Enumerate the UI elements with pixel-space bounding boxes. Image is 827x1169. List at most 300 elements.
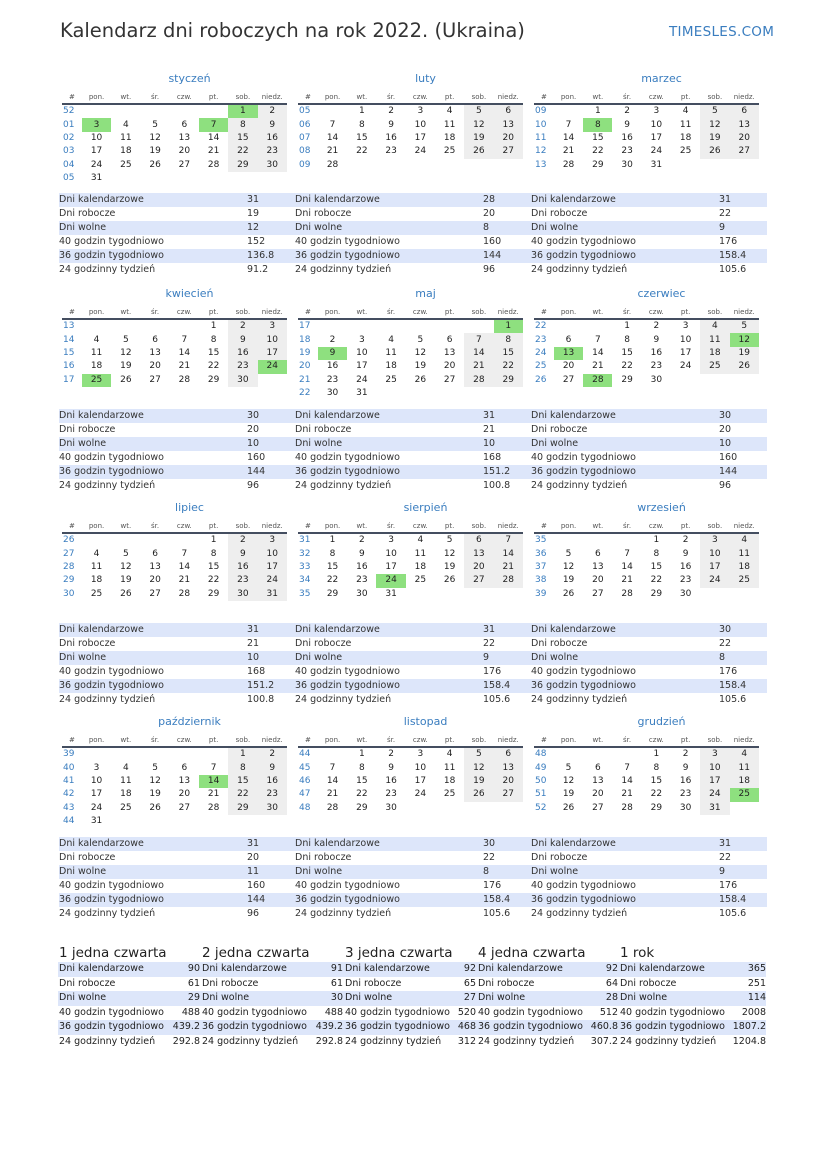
month-table <box>62 734 287 828</box>
stat-row <box>59 865 295 879</box>
weekday-header: śr. <box>376 91 405 104</box>
day-cell: 6 <box>594 762 601 773</box>
day-cell: 9 <box>682 762 689 773</box>
stat-row <box>295 479 531 493</box>
stat-value: 100.8 <box>247 694 275 705</box>
day-cell: 28 <box>178 374 191 385</box>
stat-value: 136.8 <box>247 250 275 261</box>
day-cell: 20 <box>494 775 523 788</box>
day-cell: 14 <box>464 347 493 360</box>
summary-row <box>345 991 476 1006</box>
week-row <box>298 104 523 118</box>
summary-value: 292.8 <box>172 1035 200 1047</box>
day-cell: 5 <box>122 548 129 559</box>
day-cell: 24 <box>90 159 103 170</box>
stat-row <box>531 879 767 893</box>
weekday-header: wt. <box>583 520 612 533</box>
day-cell: 17 <box>414 132 427 143</box>
week-number-header: # <box>534 306 554 319</box>
stat-row <box>59 423 295 437</box>
week-row <box>534 533 759 547</box>
empty-day-cell <box>730 802 759 815</box>
week-row <box>62 319 287 333</box>
day-cell: 22 <box>228 145 257 158</box>
day-cell: 4 <box>122 119 129 130</box>
day-cell: 12 <box>700 118 729 131</box>
summary-row <box>59 1020 200 1035</box>
weekday-header: śr. <box>376 734 405 747</box>
month-name: marzec <box>641 72 682 85</box>
stat-row <box>531 235 767 249</box>
day-cell: 31 <box>90 173 103 184</box>
stat-value: 158.4 <box>483 680 511 691</box>
week-number: 49 <box>535 762 547 773</box>
empty-day-cell <box>406 319 435 333</box>
stat-row <box>531 437 767 451</box>
day-cell: 15 <box>650 561 663 572</box>
day-cell: 9 <box>228 333 257 346</box>
stat-row <box>59 409 295 423</box>
day-cell: 4 <box>93 548 100 559</box>
stat-value: 96 <box>483 264 496 275</box>
stat-label: Dni wolne <box>295 652 343 663</box>
empty-day-cell <box>376 319 405 333</box>
month-stats <box>295 409 531 493</box>
day-cell: 13 <box>730 118 759 131</box>
stat-label: Dni wolne <box>295 222 343 233</box>
holiday-day-cell: 24 <box>258 360 287 373</box>
weekday-header: pon. <box>82 520 111 533</box>
month-calendar <box>62 72 287 185</box>
day-cell: 3 <box>700 747 729 761</box>
day-cell: 27 <box>730 145 759 158</box>
day-cell: 6 <box>152 548 158 559</box>
weekday-header: niedz. <box>494 91 523 104</box>
summary-label: Dni robocze <box>620 977 677 989</box>
stat-label: Dni wolne <box>295 438 343 449</box>
empty-day-cell <box>140 319 169 333</box>
weekday-header: sob. <box>464 520 493 533</box>
day-cell: 2 <box>388 106 394 117</box>
stat-label: Dni kalendarzowe <box>531 838 616 849</box>
empty-day-cell <box>435 802 464 815</box>
month-stats <box>531 623 767 707</box>
summary-row <box>345 962 476 977</box>
stat-value: 91.2 <box>247 264 269 275</box>
stat-value: 31 <box>247 838 260 849</box>
empty-day-cell <box>730 159 759 172</box>
summary-value: 30 <box>330 992 343 1003</box>
week-number: 52 <box>63 106 75 117</box>
stat-label: 36 godzin tygodniowo <box>295 680 400 691</box>
stat-label: 36 godzin tygodniowo <box>59 894 164 905</box>
summary-column <box>620 944 766 1049</box>
summary-row <box>478 1006 618 1021</box>
empty-day-cell <box>258 172 287 185</box>
summary-label: 36 godzin tygodniowo <box>202 1021 307 1032</box>
day-cell: 17 <box>258 561 287 574</box>
day-cell: 9 <box>653 334 660 345</box>
empty-day-cell <box>170 815 199 828</box>
stat-label: 24 godzinny tydzień <box>59 480 156 491</box>
weekday-header: śr. <box>612 91 641 104</box>
month-calendar <box>62 287 287 387</box>
stat-value: 8 <box>483 222 490 233</box>
summary-row <box>478 1035 618 1050</box>
summary-row <box>59 1006 200 1021</box>
weekday-header: pon. <box>82 734 111 747</box>
month-table <box>534 91 759 172</box>
stat-row <box>531 651 767 665</box>
stat-label: Dni kalendarzowe <box>531 194 616 205</box>
stat-row <box>59 437 295 451</box>
day-cell: 28 <box>621 588 633 599</box>
month-stats <box>295 623 531 707</box>
week-number: 27 <box>63 548 75 559</box>
day-cell: 10 <box>650 119 663 130</box>
stat-row <box>295 437 531 451</box>
day-cell: 10 <box>700 761 729 774</box>
stat-label: 36 godzin tygodniowo <box>531 680 636 691</box>
stat-label: Dni wolne <box>531 652 579 663</box>
day-cell: 18 <box>443 132 456 143</box>
day-cell: 11 <box>730 547 759 560</box>
week-row <box>534 319 759 333</box>
week-number: 09 <box>535 106 547 117</box>
day-cell: 13 <box>178 775 191 786</box>
day-cell: 11 <box>443 119 456 130</box>
holiday-day-cell: 14 <box>199 775 228 788</box>
summary-row <box>59 991 200 1006</box>
day-cell: 3 <box>417 106 424 117</box>
day-cell: 8 <box>210 334 217 345</box>
week-number: 36 <box>535 548 547 559</box>
month-stats <box>531 193 767 277</box>
day-cell: 27 <box>178 802 191 813</box>
stat-label: Dni robocze <box>531 424 588 435</box>
day-cell: 4 <box>417 535 424 546</box>
week-number: 37 <box>535 561 547 572</box>
day-cell: 24 <box>356 374 368 385</box>
stat-label: Dni wolne <box>531 866 579 877</box>
summary-label: 24 godzinny tydzień <box>59 1035 156 1047</box>
stat-value: 144 <box>483 250 502 261</box>
day-cell: 11 <box>700 333 729 346</box>
week-row <box>534 118 759 131</box>
day-cell: 7 <box>494 533 523 547</box>
stat-row <box>295 651 531 665</box>
day-cell: 27 <box>178 159 191 170</box>
day-cell: 1 <box>329 535 336 546</box>
week-number: 10 <box>535 119 547 130</box>
day-cell: 13 <box>592 775 604 786</box>
stat-label: 24 godzinny tydzień <box>531 908 628 919</box>
day-cell: 17 <box>700 775 729 788</box>
day-cell: 16 <box>258 132 287 145</box>
week-row <box>298 547 523 560</box>
weekday-header: czw. <box>642 734 671 747</box>
day-cell: 28 <box>207 802 220 813</box>
week-row <box>534 561 759 574</box>
week-row <box>62 761 287 774</box>
weekday-header: czw. <box>170 306 199 319</box>
week-row <box>62 145 287 158</box>
stat-row <box>295 465 531 479</box>
day-cell: 4 <box>93 334 100 345</box>
weekday-header: pon. <box>82 306 111 319</box>
day-cell: 18 <box>414 561 427 572</box>
day-cell: 27 <box>149 588 161 599</box>
week-number: 48 <box>299 802 311 813</box>
day-cell: 12 <box>562 561 575 572</box>
summary-value: 92 <box>605 963 618 974</box>
stat-row <box>295 249 531 263</box>
day-cell: 14 <box>207 132 220 143</box>
week-number-header: # <box>534 91 554 104</box>
day-cell: 14 <box>494 547 523 560</box>
stat-label: Dni robocze <box>295 208 352 219</box>
day-cell: 26 <box>149 802 161 813</box>
weekday-header: pt. <box>671 306 700 319</box>
stat-row <box>59 465 295 479</box>
stat-row <box>295 637 531 651</box>
day-cell: 25 <box>730 574 759 587</box>
stat-label: 36 godzin tygodniowo <box>295 466 400 477</box>
week-number: 47 <box>299 789 311 800</box>
empty-day-cell <box>258 374 287 387</box>
summary-row <box>202 1006 343 1021</box>
day-cell: 27 <box>464 574 493 587</box>
stat-label: 36 godzin tygodniowo <box>295 894 400 905</box>
site-link[interactable]: TIMESLES.COM <box>669 24 775 40</box>
stat-value: 9 <box>483 652 490 663</box>
empty-day-cell <box>199 747 228 761</box>
summary-label: 36 godzin tygodniowo <box>620 1021 725 1032</box>
summary-label: 24 godzinny tydzień <box>202 1035 299 1047</box>
day-cell: 24 <box>679 361 692 372</box>
stat-value: 31 <box>719 194 732 205</box>
stat-row <box>531 837 767 851</box>
week-row <box>534 347 759 360</box>
stat-value: 105.6 <box>483 694 511 705</box>
weekday-header: pon. <box>554 91 583 104</box>
weekday-header: śr. <box>376 520 405 533</box>
stat-label: 24 godzinny tydzień <box>295 264 392 275</box>
day-cell: 6 <box>730 104 759 118</box>
day-cell: 17 <box>356 361 368 372</box>
week-row <box>298 387 523 400</box>
empty-day-cell <box>406 802 435 815</box>
day-cell: 25 <box>90 588 103 599</box>
day-cell: 20 <box>730 132 759 145</box>
month-table <box>298 91 523 172</box>
week-row <box>298 588 523 601</box>
summary-row <box>59 1035 200 1050</box>
day-cell: 1 <box>624 321 630 332</box>
stat-value: 105.6 <box>483 908 511 919</box>
day-cell: 25 <box>120 159 132 170</box>
day-cell: 12 <box>120 561 132 572</box>
day-cell: 16 <box>258 775 287 788</box>
stat-label: Dni robocze <box>59 638 116 649</box>
day-cell: 7 <box>329 762 336 773</box>
stat-label: Dni kalendarzowe <box>531 410 616 421</box>
week-number: 20 <box>299 361 311 372</box>
empty-day-cell <box>199 815 228 828</box>
day-cell: 5 <box>565 762 572 773</box>
summary-row <box>345 977 476 992</box>
stat-row <box>59 851 295 865</box>
summary-row <box>202 962 343 977</box>
day-cell: 10 <box>414 119 427 130</box>
stat-row <box>531 665 767 679</box>
week-row <box>298 788 523 801</box>
day-cell: 27 <box>494 145 523 158</box>
day-cell: 4 <box>388 334 394 345</box>
empty-day-cell <box>554 747 583 761</box>
stat-row <box>531 623 767 637</box>
day-cell: 6 <box>181 762 188 773</box>
week-row <box>298 802 523 815</box>
day-cell: 14 <box>562 132 575 143</box>
week-row <box>62 347 287 360</box>
day-cell: 16 <box>356 561 368 572</box>
day-cell: 13 <box>149 347 161 358</box>
week-number: 13 <box>63 321 75 332</box>
stat-value: 31 <box>719 838 732 849</box>
week-number: 02 <box>63 132 75 143</box>
weekday-header: niedz. <box>494 734 523 747</box>
day-cell: 5 <box>152 119 158 130</box>
week-row <box>298 159 523 172</box>
stat-value: 19 <box>247 208 260 219</box>
weekday-header: wt. <box>111 520 140 533</box>
stat-row <box>295 207 531 221</box>
stat-label: 40 godzin tygodniowo <box>531 666 636 677</box>
day-cell: 5 <box>446 535 453 546</box>
day-cell: 8 <box>653 548 660 559</box>
day-cell: 21 <box>464 360 493 373</box>
week-number-header: # <box>62 306 82 319</box>
day-cell: 20 <box>149 575 161 586</box>
week-row <box>534 145 759 158</box>
stat-row <box>295 409 531 423</box>
day-cell: 31 <box>258 588 287 601</box>
day-cell: 15 <box>356 132 368 143</box>
day-cell: 23 <box>326 374 339 385</box>
day-cell: 29 <box>650 802 663 813</box>
day-cell: 16 <box>621 132 633 143</box>
stat-value: 20 <box>247 424 260 435</box>
summary-value: 512 <box>599 1006 618 1018</box>
empty-day-cell <box>170 172 199 185</box>
week-number: 22 <box>535 321 547 332</box>
stat-label: Dni robocze <box>295 638 352 649</box>
week-number: 08 <box>299 146 311 157</box>
empty-day-cell <box>494 802 523 815</box>
day-cell: 23 <box>650 361 663 372</box>
day-cell: 28 <box>326 159 339 170</box>
week-number: 31 <box>299 535 311 546</box>
day-cell: 24 <box>414 789 427 800</box>
empty-day-cell <box>554 533 583 547</box>
stat-label: 24 godzinny tydzień <box>59 264 156 275</box>
weekday-header: śr. <box>612 734 641 747</box>
day-cell: 15 <box>621 347 633 358</box>
day-cell: 28 <box>562 159 575 170</box>
stat-label: 24 godzinny tydzień <box>531 480 628 491</box>
summary-label: Dni robocze <box>202 977 259 989</box>
summary-value: 488 <box>181 1006 200 1018</box>
summary-value: 439.2 <box>172 1021 200 1032</box>
day-cell: 15 <box>650 775 663 786</box>
day-cell: 20 <box>464 561 493 574</box>
week-number: 42 <box>63 789 75 800</box>
stat-label: 40 godzin tygodniowo <box>531 452 636 463</box>
day-cell: 2 <box>682 535 689 546</box>
summary-label: 24 godzinny tydzień <box>478 1035 575 1047</box>
week-number: 22 <box>299 388 311 399</box>
week-row <box>62 588 287 601</box>
empty-day-cell <box>612 747 641 761</box>
summary-label: 36 godzin tygodniowo <box>478 1021 583 1032</box>
weekday-header: wt. <box>583 306 612 319</box>
empty-day-cell <box>464 802 493 815</box>
stat-value: 31 <box>247 624 260 635</box>
summary-title: 4 jedna czwarta <box>478 945 586 961</box>
stat-row <box>59 879 295 893</box>
weekday-header: pon. <box>82 91 111 104</box>
summary-row <box>478 991 618 1006</box>
stat-row <box>295 865 531 879</box>
month-name: grudzień <box>637 715 686 728</box>
stat-value: 11 <box>247 866 260 877</box>
summary-value: 92 <box>463 963 476 974</box>
summary-column <box>478 944 618 1049</box>
day-cell: 8 <box>653 762 660 773</box>
month-stats <box>59 623 295 707</box>
day-cell: 30 <box>385 802 397 813</box>
day-cell: 27 <box>592 802 604 813</box>
weekday-header: czw. <box>170 520 199 533</box>
day-cell: 12 <box>562 775 575 786</box>
day-cell: 8 <box>228 761 257 774</box>
stat-value: 176 <box>719 880 738 891</box>
stat-label: Dni kalendarzowe <box>295 838 380 849</box>
day-cell: 19 <box>443 561 456 572</box>
weekday-header: niedz. <box>730 520 759 533</box>
stat-label: 36 godzin tygodniowo <box>59 466 164 477</box>
stat-value: 28 <box>483 194 496 205</box>
day-cell: 28 <box>207 159 220 170</box>
day-cell: 9 <box>624 119 630 130</box>
summary-row <box>202 991 343 1006</box>
holiday-day-cell: 3 <box>82 118 111 131</box>
stat-value: 12 <box>247 222 260 233</box>
day-cell: 29 <box>228 802 257 815</box>
weekday-header: pt. <box>671 734 700 747</box>
day-cell: 2 <box>329 334 336 345</box>
day-cell: 27 <box>562 374 575 385</box>
summary-row <box>620 1006 766 1021</box>
summary-value: 64 <box>605 977 618 989</box>
day-cell: 22 <box>326 575 339 586</box>
weekday-header: wt. <box>347 734 376 747</box>
stat-row <box>295 263 531 277</box>
weekday-header: czw. <box>642 306 671 319</box>
stat-label: Dni robocze <box>59 424 116 435</box>
day-cell: 3 <box>358 334 365 345</box>
